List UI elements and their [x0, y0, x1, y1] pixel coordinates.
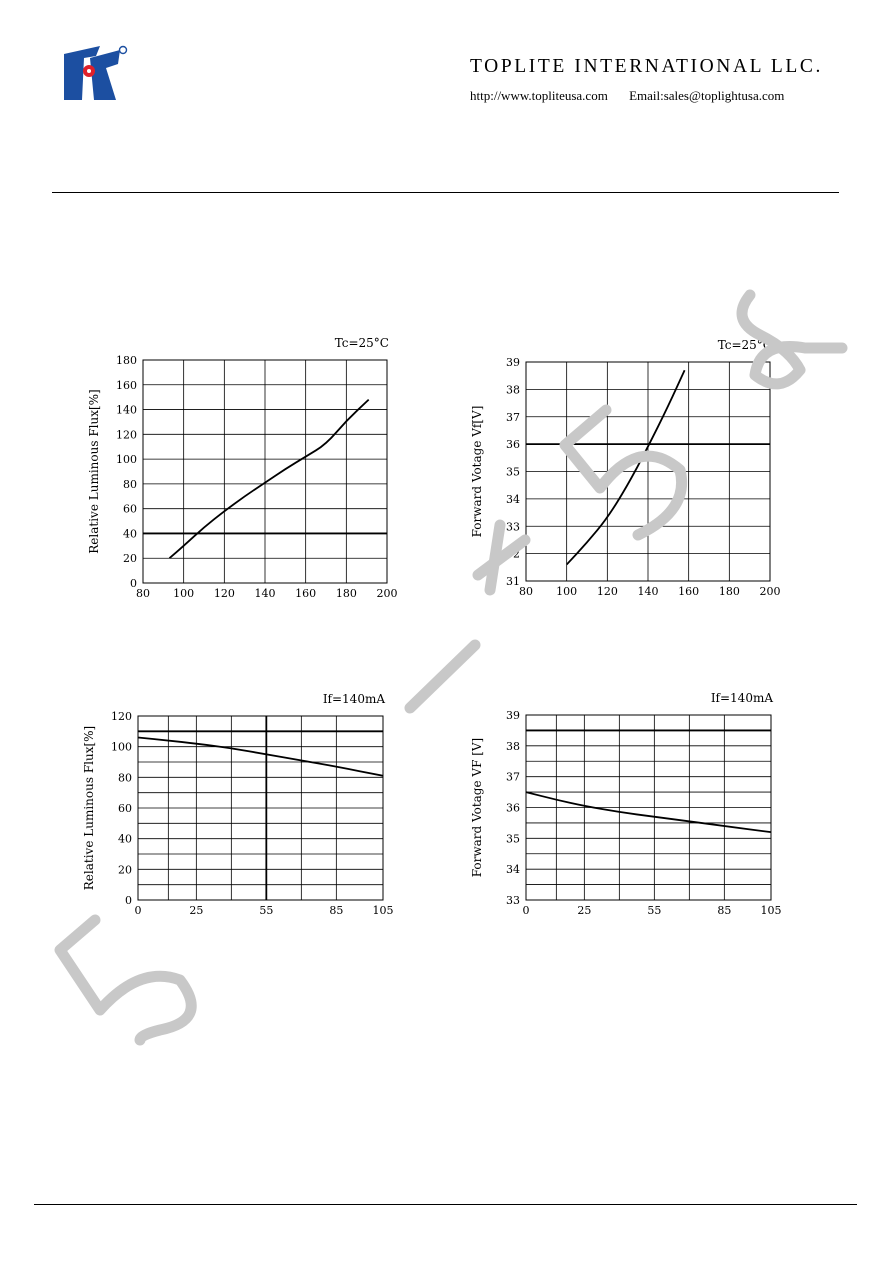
footer-divider	[34, 1204, 857, 1205]
y-tick-label: 100	[111, 740, 132, 754]
y-tick-label: 80	[123, 477, 137, 491]
y-tick-label: 37	[506, 410, 520, 424]
x-tick-label: 25	[189, 904, 204, 917]
y-tick-label: 36	[506, 801, 520, 815]
y-tick-label: 36	[506, 438, 520, 452]
y-tick-label: 40	[123, 527, 137, 541]
y-tick-label: 180	[116, 354, 137, 367]
y-tick-label: 34	[506, 492, 520, 506]
chart-voltage-vs-current	[464, 330, 794, 610]
y-tick-label: 20	[123, 552, 137, 566]
series-line	[567, 370, 685, 564]
x-tick-label: 160	[295, 587, 317, 600]
y-tick-label: 33	[506, 520, 520, 534]
y-tick-label: 60	[118, 802, 132, 815]
y-tick-label: 0	[130, 577, 137, 590]
chart-title: Tc=25°C	[717, 338, 772, 352]
y-tick-label: 40	[118, 832, 132, 846]
y-tick-label: 38	[506, 383, 520, 397]
x-tick-label: 105	[760, 904, 782, 917]
contact-line	[470, 88, 784, 104]
y-axis-label: Forward Votage Vf[V]	[470, 405, 484, 538]
company-name: TOPLITE INTERNATIONAL LLC.	[470, 56, 824, 77]
y-tick-label: 20	[118, 863, 132, 877]
y-tick-label: 100	[116, 453, 137, 467]
y-tick-label: 31	[506, 575, 520, 588]
y-tick-label: 120	[116, 428, 137, 442]
y-axis-label: Relative Luminous Flux[%]	[82, 725, 96, 891]
chart-flux-vs-temperature	[80, 680, 410, 930]
y-tick-label: 120	[111, 710, 132, 723]
x-tick-label: 160	[678, 585, 700, 598]
website-link[interactable]: http://www.topliteusa.com	[470, 88, 608, 103]
y-tick-label: 140	[116, 403, 137, 417]
y-tick-label: 37	[506, 770, 520, 784]
x-tick-label: 120	[213, 587, 235, 600]
email-link[interactable]: Email:sales@toplightusa.com	[629, 88, 785, 103]
x-tick-label: 120	[596, 585, 618, 598]
series-line	[526, 792, 771, 832]
y-axis-label: Forward Votage VF [V]	[470, 737, 484, 878]
series-line	[138, 737, 383, 775]
x-tick-label: 200	[376, 587, 398, 600]
x-tick-label: 180	[335, 587, 357, 600]
chart-title: If=140mA	[710, 691, 773, 705]
x-tick-label: 0	[522, 904, 530, 917]
x-tick-label: 140	[254, 587, 276, 600]
y-tick-label: 80	[118, 771, 132, 785]
x-tick-label: 80	[136, 587, 150, 600]
y-tick-label: 35	[506, 465, 520, 479]
y-tick-label: 39	[506, 709, 520, 722]
x-tick-label: 180	[718, 585, 740, 598]
chart-title: If=140mA	[322, 692, 385, 706]
y-tick-label: 32	[506, 547, 520, 561]
series-line	[169, 400, 368, 559]
y-tick-label: 160	[116, 378, 137, 392]
x-tick-label: 100	[173, 587, 195, 600]
x-tick-label: 85	[717, 904, 732, 917]
x-tick-label: 55	[647, 904, 662, 917]
header-divider	[52, 192, 839, 193]
y-tick-label: 60	[123, 502, 137, 516]
y-tick-label: 34	[506, 863, 520, 877]
x-tick-label: 200	[759, 585, 781, 598]
x-tick-label: 100	[556, 585, 578, 598]
x-tick-label: 55	[259, 904, 274, 917]
y-tick-label: 0	[125, 894, 132, 907]
x-tick-label: 0	[134, 904, 142, 917]
y-tick-label: 39	[506, 356, 520, 369]
x-tick-label: 140	[637, 585, 659, 598]
toplite-logo-icon	[60, 44, 132, 104]
y-tick-label: 33	[506, 894, 520, 907]
y-axis-label: Relative Luminous Flux[%]	[87, 389, 101, 554]
x-tick-label: 80	[519, 585, 533, 598]
chart-voltage-vs-temperature	[464, 680, 794, 930]
y-tick-label: 35	[506, 832, 520, 846]
x-tick-label: 85	[329, 904, 344, 917]
y-tick-label: 38	[506, 739, 520, 753]
chart-title: Tc=25°C	[334, 336, 389, 350]
x-tick-label: 105	[372, 904, 394, 917]
chart-flux-vs-current	[80, 330, 410, 610]
x-tick-label: 25	[577, 904, 592, 917]
